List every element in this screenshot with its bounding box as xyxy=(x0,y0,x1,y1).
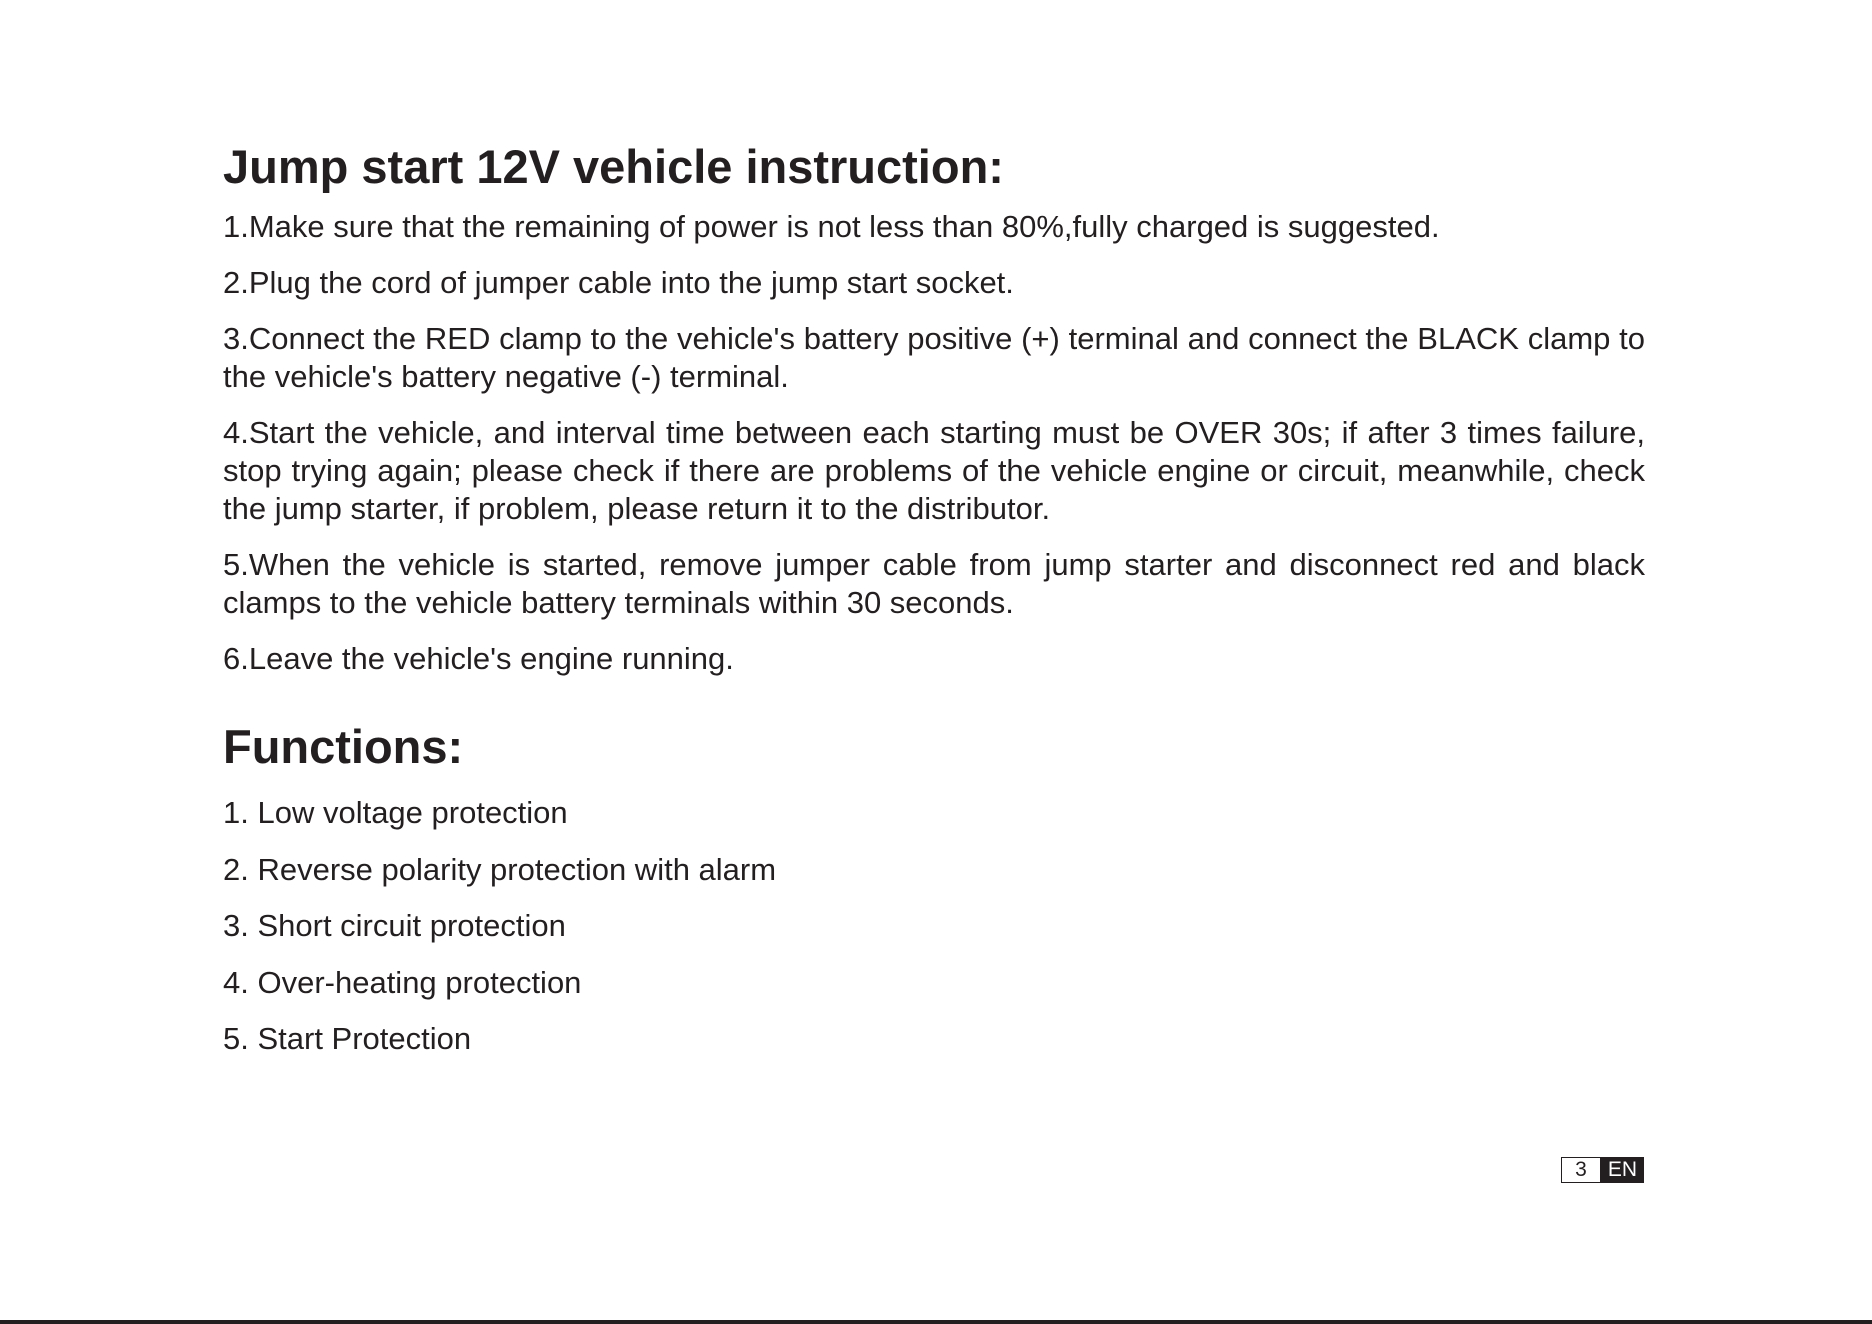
page-number-tag xyxy=(1561,1157,1644,1183)
function-item: 5. Start Protection xyxy=(223,1021,472,1056)
page-number: 3 xyxy=(1561,1157,1601,1183)
language-badge: EN xyxy=(1601,1157,1644,1183)
page-content xyxy=(223,132,1645,1077)
bottom-divider xyxy=(0,1320,1872,1324)
instruction-step: 4.Start the vehicle, and interval time between each starting must be OVER 30s; if after 3 times failure, stop trying again; please check if there are problems of the vehicle engine or circuit, meanwhile, check the jump starter, if problem, please return it to the distributor. xyxy=(223,415,1645,526)
instructions-heading: Jump start 12V vehicle instruction: xyxy=(223,140,1004,193)
functions-list xyxy=(223,794,1645,1058)
instruction-step: 3.Connect the RED clamp to the vehicle's battery positive (+) terminal and connect the BLACK clamp to the vehicle's battery negative (-) terminal. xyxy=(223,321,1645,394)
function-item: 1. Low voltage protection xyxy=(223,795,568,830)
instruction-steps-list xyxy=(223,208,1645,678)
instruction-step: 1.Make sure that the remaining of power is not less than 80%,fully charged is suggested. xyxy=(223,209,1440,244)
function-item: 2. Reverse polarity protection with alarm xyxy=(223,851,777,887)
function-item: 4. Over-heating protection xyxy=(223,964,582,1000)
functions-heading: Functions: xyxy=(223,720,464,773)
instruction-step: 2.Plug the cord of jumper cable into the jump start socket. xyxy=(223,265,1014,300)
instruction-step: 5.When the vehicle is started, remove jumper cable from jump starter and disconnect red and black clamps to the vehicle battery terminals within 30 seconds. xyxy=(223,547,1645,620)
instruction-step: 6.Leave the vehicle's engine running. xyxy=(223,641,734,676)
function-item: 3. Short circuit protection xyxy=(223,908,566,943)
